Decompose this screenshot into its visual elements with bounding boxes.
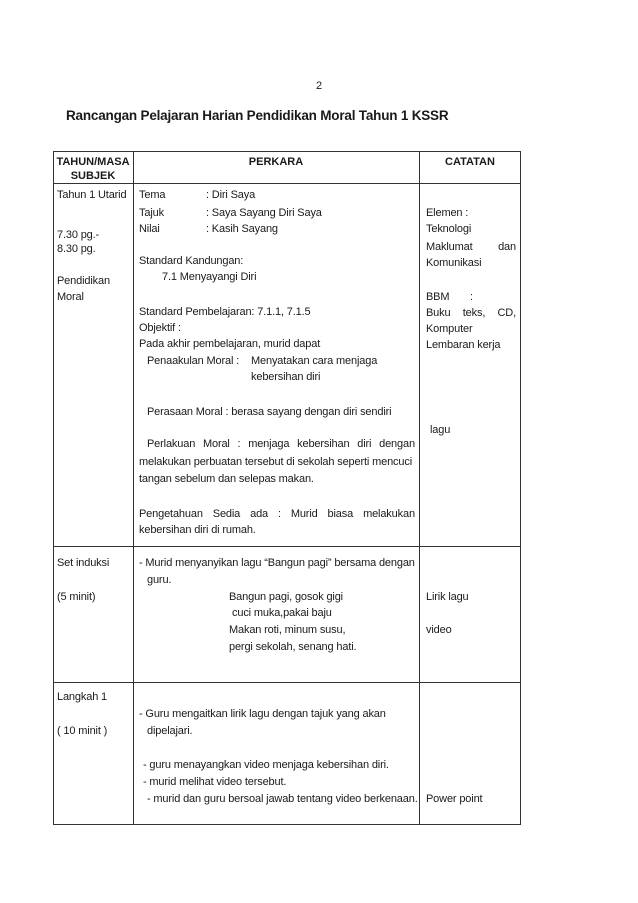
perlakuan-line3: tangan sebelum dan selepas makan.	[139, 473, 314, 485]
penaakulan-value-line1: Menyatakan cara menjaga	[251, 355, 378, 367]
header-tahun-masa-line1: TAHUN/MASA	[56, 156, 130, 168]
song-line2: cuci muka,pakai baju	[232, 607, 332, 619]
word: CD,	[497, 307, 516, 319]
word: teks,	[462, 307, 486, 319]
document-title: Rancangan Pelajaran Harian Pendidikan Moral Tahun 1 KSSR	[66, 108, 449, 123]
set-induksi: Set induksi	[57, 557, 110, 569]
word: Perlakuan	[147, 438, 196, 450]
tajuk-value: : Saya Sayang Diri Saya	[206, 207, 322, 219]
perlakuan-line2: melakukan perbuatan tersebut di sekolah seperti mencuci	[139, 456, 413, 468]
tema-label: Tema	[139, 189, 166, 201]
catatan-video: video	[426, 624, 452, 636]
row-divider	[53, 183, 521, 184]
column-divider	[133, 151, 134, 825]
word: biasa	[327, 508, 354, 520]
catatan-teknologi: Teknologi	[426, 223, 472, 235]
catatan-buku-line	[426, 306, 516, 320]
page-number: 2	[315, 80, 323, 92]
perlakuan-line1	[147, 437, 415, 451]
word: diri	[357, 438, 372, 450]
standard-kandungan-value: 7.1 Menyayangi Diri	[162, 271, 257, 283]
penaakulan-value-line2: kebersihan diri	[251, 371, 321, 383]
header-catatan: CATATAN	[445, 156, 495, 168]
word: melakukan	[363, 508, 415, 520]
induksi-line2: guru.	[147, 574, 172, 586]
pengetahuan-line2: kebersihan diri di rumah.	[139, 524, 256, 536]
induksi-line1: - Murid menyanyikan lagu “Bangun pagi” bersama dengan	[139, 557, 415, 569]
row-divider	[53, 546, 521, 547]
catatan-power-point: Power point	[426, 793, 483, 805]
word: dan	[498, 241, 516, 253]
nilai-value: : Kasih Sayang	[206, 223, 278, 235]
langkah-line2: dipelajari.	[147, 725, 193, 737]
header-perkara: PERKARA	[248, 156, 304, 168]
catatan-lirik-lagu: Lirik lagu	[426, 591, 469, 603]
song-line1: Bangun pagi, gosok gigi	[229, 591, 343, 603]
word: Moral	[202, 438, 230, 450]
subjek-line1: Pendidikan	[57, 275, 110, 287]
song-line4: pergi sekolah, senang hati.	[229, 641, 357, 653]
langkah-line1: - Guru mengaitkan lirik lagu dengan tajuk yang akan	[139, 708, 386, 720]
langkah-line5: - murid dan guru bersoal jawab tentang video berkenaan.	[147, 793, 418, 805]
catatan-komunikasi: Komunikasi	[426, 257, 482, 269]
row-divider	[53, 682, 521, 683]
song-line3: Makan roti, minum susu,	[229, 624, 346, 636]
langkah-line3: - guru menayangkan video menjaga kebersihan diri.	[143, 759, 389, 771]
word: Murid	[290, 508, 318, 520]
catatan-komputer: Komputer	[426, 323, 473, 335]
word: Pengetahuan	[139, 508, 203, 520]
langkah-line4: - murid melihat video tersebut.	[143, 776, 287, 788]
catatan-bbm-colon: :	[470, 291, 473, 303]
header-tahun-masa	[53, 155, 133, 183]
masa-line1: 7.30 pg.-	[57, 229, 100, 241]
word: :	[237, 438, 241, 450]
set-induksi-time: (5 minit)	[57, 591, 96, 603]
catatan-maklumat-line	[426, 240, 516, 254]
catatan-elemen: Elemen :	[426, 207, 469, 219]
tajuk-label: Tajuk	[139, 207, 164, 219]
masa-line2: 8.30 pg.	[57, 243, 96, 255]
word: ada	[250, 508, 269, 520]
word: kebersihan	[297, 438, 350, 450]
objektif-label: Objektif :	[139, 322, 181, 334]
word: Sedia	[212, 508, 241, 520]
penaakulan-label: Penaakulan Moral :	[147, 355, 240, 367]
catatan-bbm: BBM	[426, 291, 450, 303]
header-subjek: SUBJEK	[70, 170, 116, 182]
word: Buku	[426, 307, 451, 319]
pada-akhir: Pada akhir pembelajaran, murid dapat	[139, 338, 321, 350]
word: :	[277, 508, 281, 520]
catatan-lembaran: Lembaran kerja	[426, 339, 501, 351]
word: menjaga	[248, 438, 290, 450]
standard-pembelajaran: Standard Pembelajaran: 7.1.1, 7.1.5	[139, 306, 311, 318]
tema-value: : Diri Saya	[206, 189, 256, 201]
catatan-lagu: lagu	[430, 424, 451, 436]
kelas: Tahun 1 Utarid	[57, 189, 127, 201]
word: Maklumat	[426, 241, 473, 253]
pengetahuan-line1	[139, 507, 415, 521]
langkah-1: Langkah 1	[57, 691, 108, 703]
subjek-line2: Moral	[57, 291, 84, 303]
perasaan-moral: Perasaan Moral : berasa sayang dengan diri sendiri	[147, 406, 392, 418]
word: dengan	[379, 438, 415, 450]
standard-kandungan-label: Standard Kandungan:	[139, 255, 244, 267]
langkah-1-time: ( 10 minit )	[57, 725, 108, 737]
column-divider	[419, 151, 420, 825]
nilai-label: Nilai	[139, 223, 160, 235]
